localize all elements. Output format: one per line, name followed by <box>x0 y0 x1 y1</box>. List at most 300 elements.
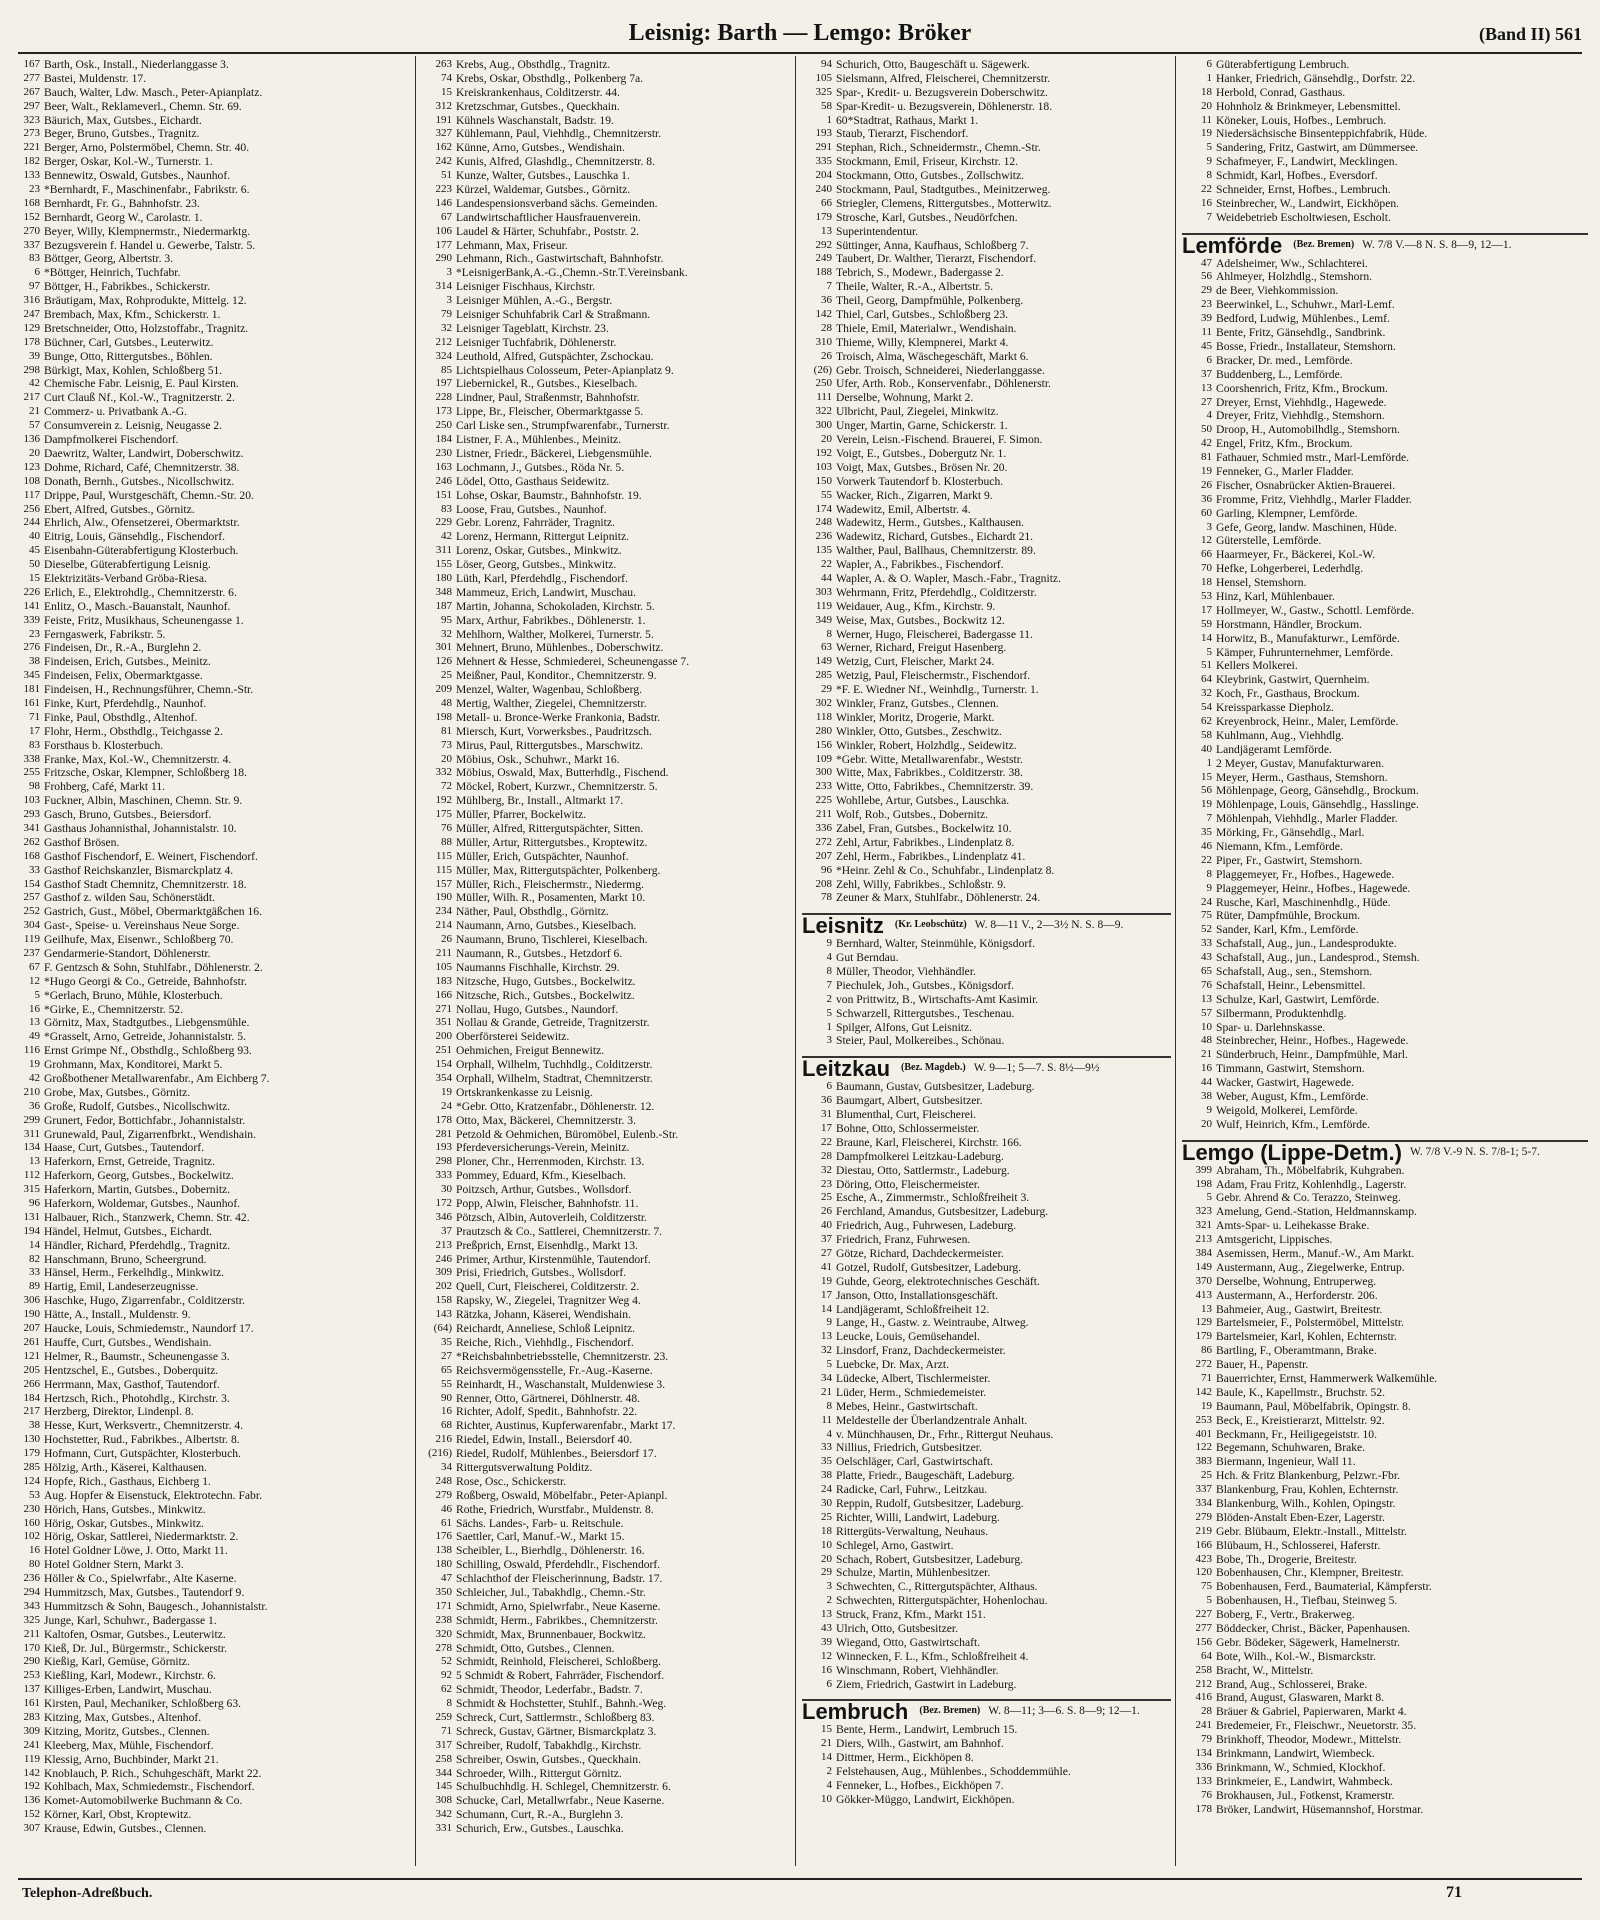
phone-number: 45 <box>1201 339 1212 352</box>
phone-number: 136 <box>23 1794 40 1807</box>
directory-entry <box>10 975 411 989</box>
directory-entry <box>802 655 1171 669</box>
phone-number: 7 <box>826 978 832 991</box>
subscriber-text: Köneker, Louis, Hofbes., Lembruch. <box>1216 113 1387 127</box>
phone-number: 122 <box>1195 1441 1212 1454</box>
subscriber-text: Enlitz, O., Masch.-Bauanstalt, Naunhof. <box>44 599 231 613</box>
directory-entry <box>802 1483 1171 1497</box>
phone-number: 80 <box>29 1558 40 1571</box>
phone-number: 43 <box>1201 951 1212 964</box>
directory-entry <box>10 1517 411 1531</box>
phone-number: 118 <box>815 710 832 723</box>
subscriber-text: Herrmann, Max, Gasthof, Tautendorf. <box>44 1377 220 1391</box>
subscriber-text: Mehnert & Hesse, Schmiederei, Scheunengasse 7. <box>456 655 690 669</box>
directory-entry <box>422 503 791 517</box>
subscriber-text: Kreissparkasse Diepholz. <box>1216 701 1334 715</box>
directory-entry <box>802 1723 1171 1737</box>
directory-entry <box>422 114 791 128</box>
subscriber-text: Haferkorn, Woldemar, Gutsbes., Naunhof. <box>44 1197 241 1211</box>
subscriber-text: Thiele, Emil, Materialwr., Wendishain. <box>836 321 1017 335</box>
phone-number: 92 <box>441 1669 452 1682</box>
subscriber-text: Brinkmann, W., Schmied, Klockhof. <box>1216 1760 1386 1774</box>
directory-entry <box>802 1539 1171 1553</box>
subscriber-text: Hch. & Fritz Blankenburg, Pelzwr.-Fbr. <box>1216 1469 1400 1483</box>
phone-number: 46 <box>441 1502 452 1515</box>
phone-number: 16 <box>29 1544 40 1557</box>
phone-number: 38 <box>1201 1090 1212 1103</box>
phone-number: 2 <box>826 1594 832 1607</box>
directory-entry <box>10 405 411 419</box>
subscriber-text: Fenneker, L., Hofbes., Eickhöpen 7. <box>836 1778 1004 1792</box>
subscriber-text: Findeisen, Felix, Obermarktgasse. <box>44 669 203 683</box>
directory-entry <box>1182 284 1588 298</box>
subscriber-text: Rothe, Friedrich, Wurstfabr., Muldenstr. 8. <box>456 1502 654 1516</box>
subscriber-text: Bäurich, Max, Gutsbes., Eichardt. <box>44 113 202 127</box>
subscriber-text: *Gebr. Witte, Metallwarenfabr., Weststr. <box>836 752 1023 766</box>
phone-number: 39 <box>1201 312 1212 325</box>
subscriber-text: Dampfmolkerei Leitzkau-Ladeburg. <box>836 1149 1004 1163</box>
subscriber-text: Kühnels Waschanstalt, Badstr. 19. <box>456 113 614 127</box>
directory-entry <box>1182 812 1588 826</box>
directory-entry <box>1182 1733 1588 1747</box>
directory-entry <box>1182 1261 1588 1275</box>
phone-number: 83 <box>29 252 40 265</box>
phone-number: 17 <box>29 724 40 737</box>
directory-entry <box>10 197 411 211</box>
phone-number: 9 <box>1206 155 1212 168</box>
phone-number: 23 <box>29 627 40 640</box>
phone-number: 11 <box>1201 113 1212 126</box>
subscriber-text: Schreiber, Oswin, Gutsbes., Queckhain. <box>456 1752 641 1766</box>
subscriber-text: Schreiber, Rudolf, Tabakhdlg., Kirchstr. <box>456 1738 642 1752</box>
subscriber-text: Hotel Goldner Löwe, J. Otto, Markt 11. <box>44 1544 228 1558</box>
phone-number: 62 <box>1201 714 1212 727</box>
directory-entry <box>1182 1678 1588 1692</box>
phone-number: 97 <box>29 280 40 293</box>
subscriber-text: Ulrich, Otto, Gutsbesitzer. <box>836 1622 959 1635</box>
phone-number: 31 <box>821 1108 832 1121</box>
subscriber-text: Gastrich, Gust., Möbel, Obermarktgäßchen 16. <box>44 905 262 919</box>
phone-number: 337 <box>1195 1483 1212 1496</box>
directory-entry <box>10 211 411 225</box>
phone-number: 52 <box>1201 923 1212 936</box>
directory-entry <box>10 1308 411 1322</box>
subscriber-text: Daewritz, Walter, Landwirt, Doberschwitz. <box>44 446 244 460</box>
section-place-name: Leisnitz <box>802 913 884 939</box>
subscriber-text: Chemische Fabr. Leisnig, E. Paul Kirsten. <box>44 377 239 391</box>
directory-entry <box>422 1447 791 1461</box>
directory-entry <box>422 1600 791 1614</box>
subscriber-text: Hummitzsch, Max, Gutsbes., Tautendorf 9. <box>44 1585 245 1599</box>
phone-number: 15 <box>441 85 452 98</box>
phone-number: 35 <box>441 1335 452 1348</box>
phone-number: 20 <box>821 1552 832 1565</box>
phone-number: 334 <box>1195 1496 1212 1509</box>
directory-entry <box>802 197 1171 211</box>
phone-number: 237 <box>23 947 40 959</box>
phone-number: 142 <box>1195 1385 1212 1398</box>
phone-number: 4 <box>826 1778 832 1791</box>
subscriber-text: Pferdeversicherungs-Verein, Meinitz. <box>456 1141 630 1155</box>
subscriber-text: Loose, Frau, Gutsbes., Naunhof. <box>456 502 607 516</box>
directory-entry <box>802 1650 1171 1664</box>
directory-entry <box>802 1636 1171 1650</box>
directory-columns <box>6 56 1594 1866</box>
directory-entry <box>10 614 411 628</box>
directory-entry <box>1182 1372 1588 1386</box>
phone-number: 37 <box>821 1233 832 1246</box>
directory-entry <box>422 808 791 822</box>
phone-number: 22 <box>821 558 832 571</box>
phone-number: 157 <box>435 877 452 890</box>
phone-number: 242 <box>435 155 452 168</box>
phone-number: 42 <box>441 530 452 543</box>
phone-number: 173 <box>435 405 452 418</box>
directory-entry <box>802 544 1171 558</box>
phone-number: 351 <box>435 1016 452 1029</box>
subscriber-text: Ebert, Alfred, Gutsbes., Görnitz. <box>44 502 195 516</box>
phone-number: 121 <box>23 1349 40 1362</box>
subscriber-text: 2 Meyer, Gustav, Manufakturwaren. <box>1216 756 1385 770</box>
phone-number: 19 <box>1201 464 1212 477</box>
directory-entry <box>1182 1118 1588 1132</box>
phone-number: 28 <box>1201 1705 1212 1718</box>
subscriber-text: Junge, Karl, Schuhwr., Badergasse 1. <box>44 1613 217 1627</box>
directory-entry <box>1182 183 1588 197</box>
directory-entry <box>10 433 411 447</box>
directory-entry <box>802 1386 1171 1400</box>
directory-entry <box>422 1030 791 1044</box>
subscriber-text: Engel, Fritz, Kfm., Brockum. <box>1216 437 1353 451</box>
directory-entry <box>10 1725 411 1739</box>
subscriber-text: Thiel, Carl, Gutsbes., Schloßberg 23. <box>836 308 1009 322</box>
phone-number: 283 <box>23 1710 40 1723</box>
subscriber-text: Böttger, H., Fabrikbes., Schickerstr. <box>44 280 211 294</box>
phone-number: 327 <box>435 127 452 140</box>
phone-number: 238 <box>435 1613 452 1626</box>
subscriber-text: Naumann, Arno, Gutsbes., Kieselbach. <box>456 919 637 933</box>
subscriber-text: *Girke, E., Chemnitzerstr. 52. <box>44 1002 184 1016</box>
subscriber-text: F. Gentzsch & Sohn, Stuhlfabr., Döhlenerstr. 2. <box>44 960 263 974</box>
directory-entry <box>422 1628 791 1642</box>
section-place-name: Lemförde <box>1182 232 1283 258</box>
directory-entry <box>10 350 411 364</box>
phone-number: 40 <box>29 530 40 543</box>
directory-entry <box>802 155 1171 169</box>
phone-number: 90 <box>441 1391 452 1404</box>
phone-number: 241 <box>23 1738 40 1751</box>
subscriber-text: Wolf, Rob., Gutsbes., Dobernitz. <box>836 808 989 822</box>
phone-number: 5 <box>1206 141 1212 154</box>
subscriber-text: Lüth, Karl, Pferdehdlg., Fischendorf. <box>456 571 628 585</box>
directory-entry <box>802 239 1171 253</box>
phone-number: 13 <box>821 1330 832 1343</box>
phone-number: 223 <box>435 183 452 196</box>
phone-number: 4 <box>826 1427 832 1440</box>
subscriber-text: Rätzka, Johann, Käserei, Wendishain. <box>456 1308 631 1322</box>
subscriber-text: Knoblauch, P. Rich., Schuhgeschäft, Markt 22. <box>44 1766 262 1780</box>
directory-entry <box>1182 1483 1588 1497</box>
phone-number: 38 <box>29 1419 40 1432</box>
phone-number: 53 <box>1201 589 1212 602</box>
directory-entry <box>802 1205 1171 1219</box>
subscriber-text: Felstehausen, Aug., Mühlenbes., Schoddemmühle. <box>836 1765 1071 1779</box>
directory-entry <box>10 1614 411 1628</box>
directory-entry <box>1182 604 1588 618</box>
phone-number: 190 <box>23 1308 40 1321</box>
subscriber-text: Körner, Karl, Obst, Kroptewitz. <box>44 1808 192 1822</box>
phone-number: 211 <box>435 947 452 959</box>
subscriber-text: Commerz- u. Privatbank A.-G. <box>44 405 187 419</box>
phone-number: 1 <box>826 113 832 126</box>
subscriber-text: Haferkorn, Ernst, Getreide, Tragnitz. <box>44 1155 215 1169</box>
phone-number: 309 <box>435 1266 452 1279</box>
subscriber-text: Schumann, Curt, R.-A., Burglehn 3. <box>456 1808 624 1822</box>
directory-entry <box>422 1655 791 1669</box>
subscriber-text: Nollau & Grande, Getreide, Tragnitzerstr. <box>456 1016 650 1030</box>
phone-number: 256 <box>23 502 40 515</box>
directory-entry <box>10 1447 411 1461</box>
phone-number: 29 <box>1201 284 1212 297</box>
subscriber-text: Bartelsmeier, F., Polstermöbel, Mittelstr. <box>1216 1316 1404 1330</box>
subscriber-text: Barth, Osk., Install., Niederlanggasse 3. <box>44 58 229 71</box>
subscriber-text: Kämper, Fuhrunternehmer, Lemförde. <box>1216 645 1394 659</box>
subscriber-text: Bote, Wilh., Kol.-W., Bismarckstr. <box>1216 1649 1376 1663</box>
directory-entry <box>802 1330 1171 1344</box>
phone-number: 299 <box>23 1113 40 1126</box>
directory-entry <box>802 1108 1171 1122</box>
phone-number: 20 <box>441 752 452 765</box>
directory-entry <box>802 294 1171 308</box>
directory-entry <box>1182 100 1588 114</box>
phone-number: 12 <box>29 974 40 987</box>
subscriber-text: Gasthaus Johannisthal, Johannistalstr. 10. <box>44 821 237 835</box>
subscriber-text: Amtsgericht, Lippisches. <box>1216 1233 1333 1247</box>
phone-number: 323 <box>23 113 40 126</box>
directory-entry <box>802 1580 1171 1594</box>
directory-entry <box>802 780 1171 794</box>
subscriber-text: Beckmann, Fr., Heiligegeiststr. 10. <box>1216 1427 1378 1441</box>
subscriber-text: Buddenberg, L., Lemförde. <box>1216 367 1343 381</box>
directory-entry <box>1182 618 1588 632</box>
phone-number: 68 <box>441 1419 452 1432</box>
phone-number: 312 <box>435 99 452 112</box>
subscriber-text: *Bernhardt, F., Maschinenfabr., Fabrikstr. 6. <box>44 183 250 197</box>
subscriber-text: Herzberg, Direktor, Lindenpl. 8. <box>44 1405 194 1419</box>
phone-number: 310 <box>815 335 832 348</box>
subscriber-text: Preßprich, Ernst, Eisenhdlg., Markt 13. <box>456 1238 638 1252</box>
phone-number: 51 <box>1201 659 1212 672</box>
subscriber-text: Beck, E., Kreistierarzt, Mittelstr. 92. <box>1216 1413 1385 1427</box>
phone-number: 143 <box>435 1308 452 1321</box>
subscriber-text: Fenneker, G., Marler Fladder. <box>1216 464 1354 478</box>
directory-entry <box>422 86 791 100</box>
subscriber-text: Braune, Karl, Fleischerei, Kirchstr. 166. <box>836 1135 1022 1149</box>
subscriber-text: Halbauer, Rich., Stanzwerk, Chemn. Str. 42. <box>44 1210 250 1224</box>
phone-number: 70 <box>1201 562 1212 575</box>
subscriber-text: Gasthof z. wilden Sau, Schönerstädt. <box>44 891 215 905</box>
subscriber-text: Ufer, Arth. Rob., Konservenfabr., Döhlenerstr. <box>836 377 1051 391</box>
phone-number: 13 <box>29 1155 40 1168</box>
phone-number: 207 <box>23 1322 40 1335</box>
phone-number: 136 <box>23 433 40 446</box>
directory-entry <box>802 1608 1171 1622</box>
directory-entry <box>10 1419 411 1433</box>
subscriber-text: Lödel, Otto, Gasthaus Seidewitz. <box>456 474 610 488</box>
subscriber-text: Horwitz, B., Manufakturwr., Lemförde. <box>1216 631 1400 645</box>
directory-entry <box>802 766 1171 780</box>
subscriber-text: Hummitzsch & Sohn, Baugesch., Johannistalstr. <box>44 1599 268 1613</box>
phone-number: 39 <box>29 349 40 362</box>
phone-number: 88 <box>441 835 452 848</box>
directory-entry <box>1182 1062 1588 1076</box>
phone-number: 96 <box>29 1197 40 1210</box>
directory-entry <box>422 308 791 322</box>
directory-entry <box>10 989 411 1003</box>
subscriber-text: Koch, Fr., Gasthaus, Brockum. <box>1216 687 1360 701</box>
subscriber-text: Ploner, Chr., Herrenmoden, Kirchstr. 13. <box>456 1155 645 1169</box>
subscriber-text: Rittergüts-Verwaltung, Neuhaus. <box>836 1524 989 1538</box>
subscriber-text: Weigold, Molkerei, Lemförde. <box>1216 1103 1358 1117</box>
directory-entry <box>1182 423 1588 437</box>
subscriber-text: Prisi, Friedrich, Gutsbes., Wollsdorf. <box>456 1266 627 1280</box>
subscriber-text: *Hugo Georgi & Co., Getreide, Bahnhofstr. <box>44 974 247 988</box>
subscriber-text: Schulbuchhdlg. H. Schlegel, Chemnitzerstr. 6. <box>456 1780 671 1794</box>
subscriber-text: Aug. Hopfer & Eisenstuck, Elektrotechn. Fabr. <box>44 1488 262 1502</box>
subscriber-text: Mebes, Heinr., Gastwirtschaft. <box>836 1399 978 1413</box>
phone-number: 94 <box>821 58 832 70</box>
phone-number: 6 <box>826 1677 832 1690</box>
phone-number: 8 <box>446 1697 452 1710</box>
directory-entry <box>422 1489 791 1503</box>
phone-number: 311 <box>23 1127 40 1140</box>
subscriber-text: Hauffe, Curt, Gutsbes., Wendishain. <box>44 1335 212 1349</box>
phone-number: 55 <box>821 488 832 501</box>
subscriber-text: Haarmeyer, Fr., Bäckerei, Kol.-W. <box>1216 548 1376 562</box>
directory-entry <box>802 979 1171 993</box>
subscriber-text: Rapsky, W., Ziegelei, Tragnitzer Weg 4. <box>456 1294 641 1308</box>
directory-entry <box>10 1100 411 1114</box>
directory-entry <box>10 280 411 294</box>
phone-number: 74 <box>441 71 452 84</box>
phone-number: 82 <box>29 1252 40 1265</box>
phone-number: 193 <box>815 127 832 140</box>
directory-entry <box>10 1072 411 1086</box>
directory-entry <box>802 1316 1171 1330</box>
phone-number: 5 <box>1206 1191 1212 1204</box>
subscriber-text: Herbold, Conrad, Gasthaus. <box>1216 85 1346 99</box>
phone-number: 25 <box>441 669 452 682</box>
directory-entry <box>10 1572 411 1586</box>
directory-entry <box>10 1266 411 1280</box>
directory-entry <box>802 1344 1171 1358</box>
directory-entry <box>10 239 411 253</box>
directory-entry <box>10 322 411 336</box>
subscriber-text: Finke, Kurt, Pferdehdlg., Naunhof. <box>44 696 207 710</box>
directory-entry <box>422 725 791 739</box>
subscriber-text: Grohmann, Max, Konditorei, Markt 5. <box>44 1058 223 1072</box>
phone-number: 22 <box>1201 853 1212 866</box>
directory-entry <box>10 558 411 572</box>
phone-number: 258 <box>1195 1663 1212 1676</box>
phone-number: 32 <box>441 627 452 640</box>
subscriber-text: Bräuer & Gabriel, Papierwaren, Markt 4. <box>1216 1705 1407 1719</box>
phone-number: 23 <box>29 183 40 196</box>
directory-entry <box>802 1525 1171 1539</box>
directory-entry <box>802 1358 1171 1372</box>
subscriber-text: Baumgart, Albert, Gutsbesitzer. <box>836 1094 983 1108</box>
directory-entry <box>10 1655 411 1669</box>
phone-number: 36 <box>821 294 832 307</box>
phone-number: 37 <box>441 1224 452 1237</box>
directory-entry <box>422 405 791 419</box>
subscriber-text: Radicke, Carl, Fuhrw., Leitzkau. <box>836 1483 988 1497</box>
phone-number: 36 <box>29 1099 40 1112</box>
subscriber-text: Winkler, Moritz, Drogerie, Markt. <box>836 710 995 724</box>
directory-entry <box>802 1779 1171 1793</box>
directory-entry <box>422 1461 791 1475</box>
subscriber-text: Reichsvermögensstelle, Fr.-Aug.-Kaserne. <box>456 1363 653 1377</box>
directory-entry <box>1182 798 1588 812</box>
subscriber-text: Wadewitz, Herm., Gutsbes., Kalthausen. <box>836 516 1025 530</box>
directory-entry <box>10 1461 411 1475</box>
phone-number: 21 <box>1201 1048 1212 1061</box>
subscriber-text: Blöden-Anstalt Eben-Ezer, Lagerstr. <box>1216 1510 1385 1524</box>
phone-number: 20 <box>821 433 832 446</box>
section-header <box>1182 1139 1588 1165</box>
subscriber-text: Kühlemann, Paul, Viehhdlg., Chemnitzerstr. <box>456 127 662 141</box>
phone-number: 34 <box>821 1371 832 1384</box>
phone-number: 11 <box>1201 326 1212 339</box>
subscriber-text: Bahmeier, Aug., Gastwirt, Breitestr. <box>1216 1302 1383 1316</box>
directory-entry <box>422 1058 791 1072</box>
directory-entry <box>10 1044 411 1058</box>
phone-number: 306 <box>23 1294 40 1307</box>
directory-entry <box>1182 127 1588 141</box>
phone-number: 79 <box>1201 1733 1212 1746</box>
phone-number: 341 <box>23 821 40 834</box>
directory-entry <box>1182 1021 1588 1035</box>
directory-entry <box>422 1544 791 1558</box>
directory-entry <box>802 1261 1171 1275</box>
phone-number: 10 <box>821 1792 832 1805</box>
phone-number: 248 <box>435 1474 452 1487</box>
section-district: (Bez. Bremen) <box>919 1705 981 1717</box>
directory-entry <box>802 697 1171 711</box>
directory-entry <box>802 377 1171 391</box>
directory-entry <box>422 1753 791 1767</box>
directory-entry <box>422 1780 791 1794</box>
directory-entry <box>422 669 791 683</box>
subscriber-text: Güterstelle, Lemförde. <box>1216 534 1322 548</box>
directory-entry <box>422 1003 791 1017</box>
directory-entry <box>1182 197 1588 211</box>
phone-number: 9 <box>1206 1103 1212 1116</box>
directory-entry <box>422 294 791 308</box>
directory-entry <box>1182 382 1588 396</box>
directory-entry <box>422 1614 791 1628</box>
directory-entry <box>802 1080 1171 1094</box>
directory-entry <box>422 641 791 655</box>
section-header <box>802 1056 1171 1082</box>
phone-number: 193 <box>435 1141 452 1154</box>
subscriber-text: Dreyer, Ernst, Viehhdlg., Hagewede. <box>1216 395 1387 409</box>
directory-entry <box>422 530 791 544</box>
directory-entry <box>10 127 411 141</box>
phone-number: 78 <box>821 891 832 904</box>
phone-number: 348 <box>435 585 452 598</box>
phone-number: 316 <box>23 294 40 307</box>
